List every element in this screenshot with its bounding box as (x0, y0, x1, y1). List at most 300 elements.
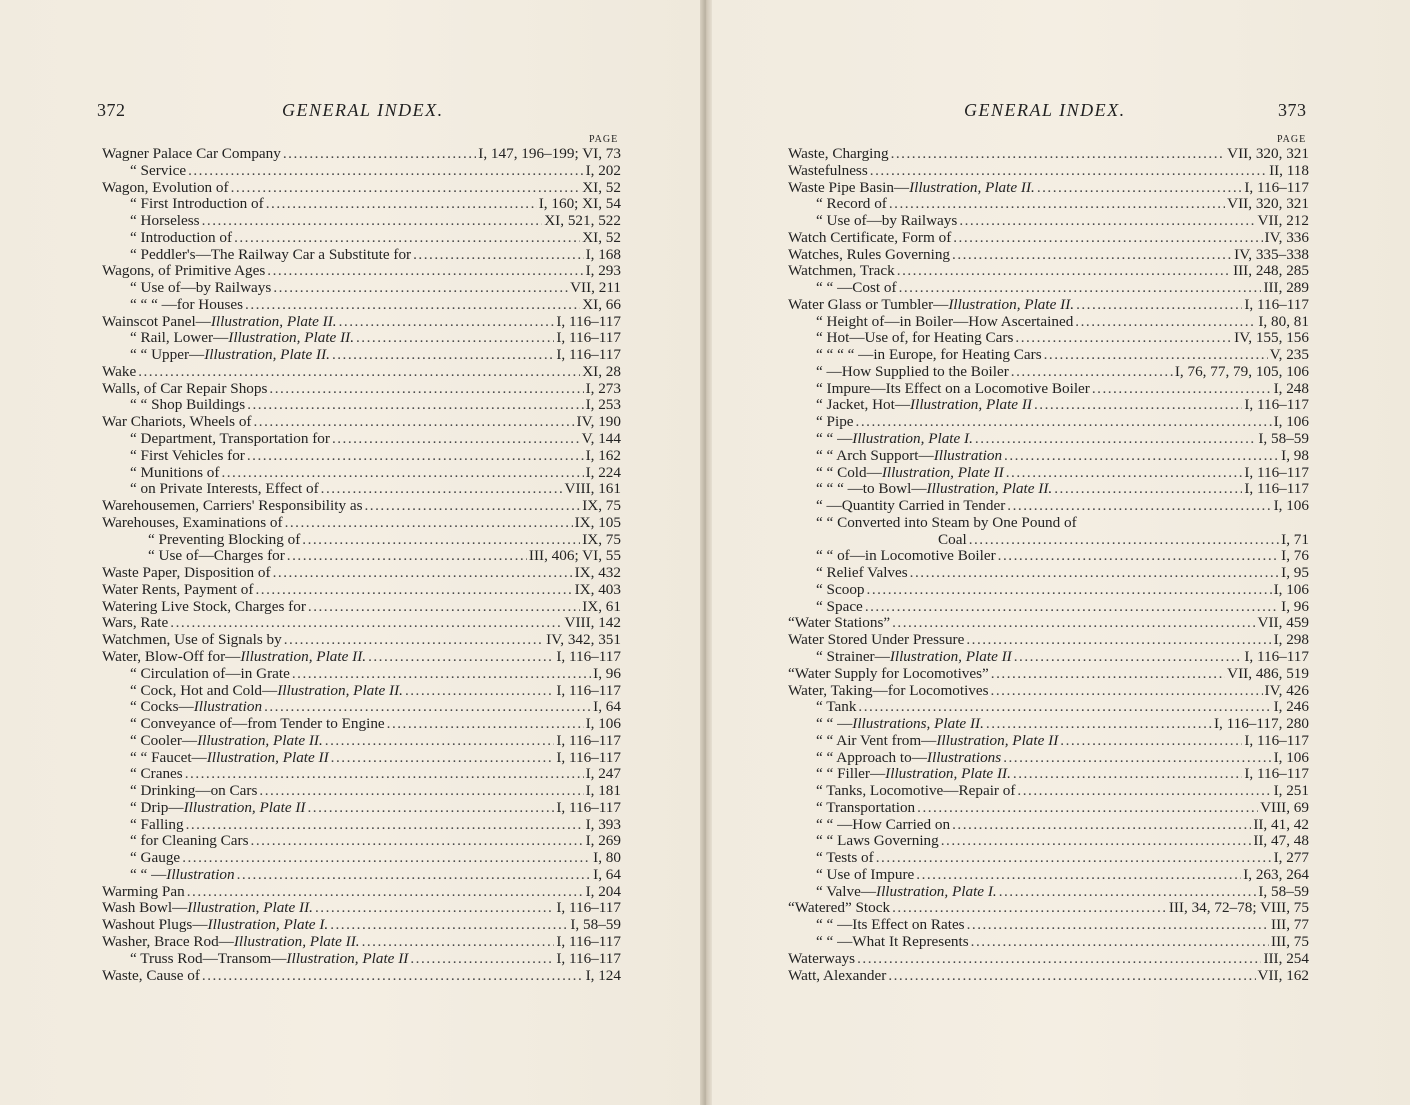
entry-topic: “ Gauge (130, 850, 181, 867)
index-entry (788, 800, 1309, 817)
page-reference: IX, 61 (582, 598, 621, 615)
entry-illustration-note: Illustration, Plate II. (240, 648, 367, 665)
index-entry (788, 850, 1309, 867)
entry-illustration-note: Illustration, Plate II (286, 950, 409, 967)
page-reference: I, 269 (585, 833, 621, 850)
dot-leader (971, 934, 1269, 951)
page-reference: II, 41, 42 (1253, 816, 1309, 833)
dot-leader (365, 498, 581, 515)
index-entry-text (130, 750, 329, 767)
index-entry-text (816, 750, 1001, 767)
index-entry-text (816, 448, 1002, 465)
index-entry (102, 364, 621, 381)
index-entry (788, 163, 1309, 180)
index-entry (102, 163, 621, 180)
right-page (712, 0, 1410, 1105)
page-reference: IX, 403 (574, 581, 621, 598)
index-entry-text (130, 817, 184, 834)
index-entry (788, 565, 1309, 582)
page-reference: I, 116–117 (556, 330, 621, 347)
index-entry (102, 347, 621, 364)
page-reference: I, 181 (585, 783, 621, 800)
index-entry (788, 917, 1309, 934)
index-entry-text (938, 532, 967, 549)
index-entry-text (816, 817, 950, 834)
page-reference: I, 116–117 (556, 749, 621, 766)
dot-leader (368, 649, 554, 666)
index-entry (102, 196, 621, 213)
entry-topic: “ First Introduction of (130, 196, 264, 213)
index-entry (102, 230, 621, 247)
index-entry-text (102, 146, 281, 163)
index-entry (102, 431, 621, 448)
page-reference: I, 80, 81 (1258, 313, 1309, 330)
dot-leader (266, 196, 537, 213)
index-entry-text (130, 347, 330, 364)
page-reference: I, 246 (1273, 699, 1309, 716)
entry-topic: “ Use of—Charges for (148, 548, 285, 565)
page-reference: II, 47, 48 (1253, 833, 1309, 850)
page-reference: I, 98 (1281, 447, 1309, 464)
entry-illustration-note: Illustration, Plate II (183, 799, 306, 816)
entry-topic: “ Horseless (130, 213, 200, 230)
page-reference: I, 106 (1273, 414, 1309, 431)
entry-topic: Wash Bowl— (102, 900, 188, 917)
page-reference: I, 96 (593, 665, 621, 682)
index-entry (102, 699, 621, 716)
entry-topic: “ Use of—by Railways (816, 213, 958, 230)
dot-leader (234, 230, 580, 247)
entry-illustration-note: Illustration, Plate II. (277, 682, 403, 699)
dot-leader (1044, 347, 1268, 364)
dot-leader (1015, 330, 1232, 347)
index-entry (788, 180, 1309, 197)
page-reference: I, 393 (585, 816, 621, 833)
index-entry (102, 146, 621, 163)
index-entry (788, 381, 1309, 398)
index-entry-text (788, 180, 1035, 197)
entry-topic: Waste Pipe Basin— (788, 179, 910, 196)
page-reference: I, 116–117 (556, 347, 621, 364)
index-entry-text (102, 565, 271, 582)
page-reference: I, 58–59 (1258, 431, 1309, 448)
index-entry-text (102, 599, 306, 616)
index-entry-text (816, 800, 915, 817)
entry-topic: Water Stored Under Pressure (788, 632, 965, 649)
index-entry-text (102, 968, 200, 985)
dot-leader (187, 884, 584, 901)
entry-topic: Waste, Charging (788, 146, 889, 162)
index-entry (102, 280, 621, 297)
index-entry (788, 347, 1309, 364)
index-entry-text (102, 649, 366, 666)
dot-leader (413, 247, 583, 264)
index-entry-text (102, 934, 360, 951)
index-entry (788, 666, 1309, 683)
page-reference: III, 248, 285 (1233, 263, 1309, 280)
index-entry-text (816, 867, 914, 884)
index-entry (788, 414, 1309, 431)
dot-leader (321, 481, 563, 498)
dot-leader (186, 817, 584, 834)
dot-leader (405, 683, 554, 700)
dot-leader (856, 414, 1272, 431)
index-entry-text (788, 146, 889, 163)
entry-topic: “ “ —How Carried on (816, 816, 951, 833)
index-entry-text (816, 481, 1052, 498)
index-entry-text (130, 431, 330, 448)
entry-illustration-note: Illustration, Plate II. (210, 313, 337, 330)
index-entry-text (102, 884, 185, 901)
index-entry (102, 750, 621, 767)
page-reference: VIII, 142 (564, 615, 621, 632)
page-reference: I, 116–117 (556, 900, 621, 917)
entry-topic: “ Relief Valves (816, 565, 908, 582)
index-entry-text (788, 968, 886, 985)
page-reference: IV, 335–338 (1234, 246, 1309, 263)
index-entry-text (816, 582, 865, 599)
dot-leader (986, 716, 1212, 733)
index-entry (102, 884, 621, 901)
index-entry (788, 615, 1309, 632)
entry-illustration-note: Illustration, Plate II (881, 464, 1004, 481)
entry-illustration-note: Illustrations (926, 749, 1002, 766)
index-entry (102, 917, 621, 934)
index-entry (788, 263, 1309, 280)
index-entry-text (816, 465, 1004, 482)
index-entry-text (102, 498, 363, 515)
entry-topic: “ Space (816, 598, 863, 615)
index-entry-text (130, 833, 249, 850)
entry-topic: Wastefulness (788, 162, 868, 179)
dot-leader (892, 615, 1255, 632)
page-reference: I, 116–117 (556, 682, 621, 699)
index-entry-text (788, 615, 890, 632)
entry-topic: Watch Certificate, Form of (788, 229, 952, 246)
entry-illustration-note: Illustrations, Plate II. (852, 716, 984, 733)
dot-leader (891, 146, 1226, 163)
entry-topic: “ “ — (130, 866, 167, 883)
entry-illustration-note: Illustration, Plate II. (948, 296, 1075, 313)
entry-topic: “ —Quantity Carried in Tender (816, 498, 1006, 515)
index-entry (102, 481, 621, 498)
dot-leader (952, 247, 1232, 264)
entry-topic: “ Preventing Blocking of (148, 531, 301, 548)
page-reference: I, 263, 264 (1243, 866, 1309, 883)
index-entries (102, 146, 621, 984)
entry-topic: Watches, Rules Governing (788, 246, 951, 263)
index-entry (788, 196, 1309, 213)
page-reference: I, 116–117 (556, 799, 621, 816)
dot-leader (287, 548, 527, 565)
index-entry-text (102, 414, 252, 431)
entry-topic: “ “ of—in Locomotive Boiler (816, 548, 996, 565)
index-entry (102, 582, 621, 599)
index-entry (102, 448, 621, 465)
entry-illustration-note: Illustration, Plate II (206, 749, 329, 766)
dot-leader (237, 867, 592, 884)
index-entry-text (130, 465, 219, 482)
index-entry-text (148, 548, 285, 565)
page-reference: IV, 342, 351 (546, 632, 621, 649)
index-entry-text (130, 716, 385, 733)
page-reference: I, 202 (585, 162, 621, 179)
index-entry (788, 951, 1309, 968)
index-entry (102, 683, 621, 700)
entry-topic: “ “ Upper— (130, 347, 205, 364)
entry-topic: “Watered” Stock (788, 900, 891, 917)
dot-leader (247, 397, 583, 414)
page-reference: VII, 459 (1257, 615, 1309, 632)
entry-topic: Watering Live Stock, Charges for (102, 598, 306, 615)
page-reference: I, 106 (1273, 749, 1309, 766)
entry-topic: “ Tank (816, 699, 857, 716)
index-entry-text (130, 397, 245, 414)
index-entry (788, 280, 1309, 297)
index-entry-text (816, 783, 1015, 800)
entry-topic: “ “ Faucet— (130, 749, 207, 766)
dot-leader (888, 968, 1255, 985)
page-reference: I, 116–117 (1244, 397, 1309, 414)
entry-topic: Waste, Cause of (102, 967, 200, 984)
entry-topic: “ “ — (816, 431, 853, 448)
page-reference: I, 273 (585, 380, 621, 397)
index-entry (788, 783, 1309, 800)
index-entry-text (816, 565, 908, 582)
dot-leader (999, 884, 1257, 901)
page-reference: I, 116–117 (556, 732, 621, 749)
index-entry (788, 632, 1309, 649)
index-entry (788, 968, 1309, 985)
index-entry-text (816, 280, 897, 297)
entry-illustration-note: Illustration (933, 447, 1003, 464)
index-entry-text (816, 917, 965, 934)
page-reference: VII, 320, 321 (1227, 196, 1309, 213)
index-entry (102, 817, 621, 834)
entry-topic: “ Use of—by Railways (130, 280, 272, 297)
index-entry (102, 951, 621, 968)
entry-topic: Waterways (788, 950, 856, 967)
page-reference: I, 64 (593, 866, 621, 883)
entry-topic: “ First Vehicles for (130, 447, 245, 464)
index-entry-text (102, 632, 282, 649)
index-entry (788, 364, 1309, 381)
entry-topic: “ on Private Interests, Effect of (130, 481, 319, 498)
index-entry (788, 548, 1309, 565)
dot-leader (273, 565, 573, 582)
dot-leader (1092, 381, 1272, 398)
index-entry (788, 766, 1309, 783)
entry-topic: “ “ Approach to— (816, 749, 927, 766)
dot-leader (273, 280, 568, 297)
dot-leader (185, 766, 584, 783)
index-entry-text (102, 180, 229, 197)
page-reference: I, 160; XI, 54 (538, 196, 621, 213)
index-entry (788, 900, 1309, 917)
index-entry-text (130, 683, 403, 700)
index-entry-text (816, 498, 1005, 515)
page-reference: VII, 162 (1257, 967, 1309, 984)
index-entry-text (788, 230, 951, 247)
index-entry-text (788, 900, 890, 917)
entry-topic: “Water Supply for Locomotives” (788, 665, 989, 682)
page-reference: I, 293 (585, 263, 621, 280)
index-entry (102, 465, 621, 482)
entry-topic: “ Transportation (816, 799, 916, 816)
index-entry-text (816, 330, 1013, 347)
dot-leader (1004, 448, 1279, 465)
page-reference: I, 116–117 (1244, 296, 1309, 313)
dot-leader (967, 917, 1269, 934)
entry-topic: “ Department, Transportation for (130, 431, 330, 448)
dot-leader (259, 783, 583, 800)
entry-topic: Watchmen, Use of Signals by (102, 632, 282, 649)
entry-topic: Water, Taking—for Locomotives (788, 682, 989, 699)
entry-illustration-note: Illustration, Plate II (910, 397, 1032, 414)
index-entry-text (816, 716, 984, 733)
page-reference: IX, 75 (582, 531, 621, 548)
entry-topic: Water Glass or Tumbler— (788, 296, 949, 313)
index-entry (102, 934, 621, 951)
index-entry (788, 934, 1309, 951)
page-reference: I, 106 (1273, 498, 1309, 515)
index-entry-text (816, 515, 1309, 532)
dot-leader (254, 414, 575, 431)
entry-topic: Warehouses, Examinations of (102, 514, 283, 531)
index-entry (788, 397, 1309, 414)
entry-topic: “ Cooler— (130, 732, 198, 749)
dot-leader (387, 716, 584, 733)
dot-leader (138, 364, 580, 381)
index-entry-text (816, 850, 874, 867)
entry-topic: Washout Plugs— (102, 917, 208, 934)
index-entry (102, 850, 621, 867)
page-reference: III, 34, 72–78; VIII, 75 (1168, 900, 1309, 917)
entry-illustration-note: Illustration, Plate II. (926, 481, 1053, 498)
index-entry (788, 649, 1309, 666)
index-entry-text (130, 330, 354, 347)
entry-topic: “ Conveyance of—from Tender to Engine (130, 716, 385, 733)
index-entry (788, 867, 1309, 884)
dot-leader (998, 548, 1279, 565)
index-entry (102, 649, 621, 666)
entry-topic: Wagner Palace Car Company (102, 146, 281, 162)
entry-topic: “ “ —Cost of (816, 280, 897, 297)
index-entry-text (816, 649, 1012, 666)
page-reference: I, 106 (1273, 581, 1309, 598)
page-reference: I, 124 (585, 967, 621, 984)
page-reference: VII, 320, 321 (1227, 146, 1309, 162)
dot-leader (410, 951, 554, 968)
index-entry-text (130, 280, 271, 297)
page-reference: IV, 190 (576, 414, 621, 431)
entry-illustration-note: Illustration, Plate I. (852, 431, 973, 448)
dot-leader (966, 632, 1271, 649)
dot-leader (255, 582, 572, 599)
entry-topic: Watt, Alexander (788, 967, 887, 984)
entry-topic: “ Introduction of (130, 229, 233, 246)
dot-leader (339, 314, 555, 331)
entry-topic: Wagons, of Primitive Ages (102, 263, 266, 280)
entry-topic: Wars, Rate (102, 615, 169, 632)
entry-topic: “ Height of—in Boiler—How Ascertained (816, 313, 1074, 330)
index-entry (102, 800, 621, 817)
index-entry (102, 381, 621, 398)
page-reference: III, 75 (1271, 933, 1309, 950)
page-reference: IX, 105 (574, 514, 621, 531)
entry-illustration-note: Illustration, Plate II. (204, 347, 330, 364)
page-reference: I, 116–117, 280 (1213, 716, 1309, 733)
entry-topic: “ Jacket, Hot— (816, 397, 911, 414)
index-entry (102, 783, 621, 800)
page-reference: I, 253 (585, 397, 621, 414)
index-entry-text (816, 599, 863, 616)
index-entry-text (816, 347, 1042, 364)
dot-leader (991, 683, 1263, 700)
dot-leader (865, 599, 1279, 616)
index-entry-text (130, 733, 323, 750)
index-entry-text (788, 163, 868, 180)
dot-leader (269, 381, 583, 398)
index-entry (788, 297, 1309, 314)
index-entry (788, 884, 1309, 901)
dot-leader (308, 599, 580, 616)
index-entry (788, 465, 1309, 482)
index-entry-text (102, 900, 313, 917)
index-entry-text (130, 850, 180, 867)
dot-leader (1076, 297, 1242, 314)
entry-topic: “ Scoop (816, 581, 865, 598)
dot-leader (182, 850, 591, 867)
page-reference: XI, 52 (582, 229, 621, 246)
index-entry-text (130, 766, 183, 783)
index-entry-text (130, 783, 257, 800)
index-entry-text (130, 867, 235, 884)
index-entry-text (788, 666, 989, 683)
entry-topic: Wagon, Evolution of (102, 179, 229, 196)
index-entry (788, 582, 1309, 599)
page-reference: I, 116–117 (556, 933, 621, 950)
entry-topic: “ Strainer— (816, 648, 890, 665)
page-reference: II, 118 (1269, 162, 1309, 179)
index-entry-text (788, 951, 855, 968)
index-entry-text (816, 733, 1058, 750)
index-entry-text (130, 163, 186, 180)
entry-illustration-note: Illustration, Plate II. (187, 900, 313, 917)
page-reference: I, 71 (1281, 531, 1309, 548)
dot-leader (1075, 314, 1256, 331)
index-entry-text (816, 431, 973, 448)
entry-topic: Wainscot Panel— (102, 313, 211, 330)
page-reference: I, 80 (593, 850, 621, 867)
page-reference: IV, 155, 156 (1234, 330, 1309, 347)
dot-leader (1017, 783, 1271, 800)
dot-leader (959, 213, 1255, 230)
index-entry (788, 515, 1309, 532)
page-reference: VIII, 69 (1260, 799, 1309, 816)
dot-leader (899, 280, 1262, 297)
page-reference: I, 116–117 (556, 950, 621, 967)
index-entry (102, 498, 621, 515)
entry-topic: “ Truss Rod—Transom— (130, 950, 287, 967)
entry-topic: “ “ Laws Governing (816, 833, 939, 850)
dot-leader (1013, 766, 1242, 783)
entry-topic: “Water Stations” (788, 615, 891, 632)
dot-leader (1011, 364, 1173, 381)
index-entry-text (816, 213, 957, 230)
page-reference: I, 168 (585, 246, 621, 263)
entry-topic: “ Tanks, Locomotive—Repair of (816, 783, 1016, 800)
